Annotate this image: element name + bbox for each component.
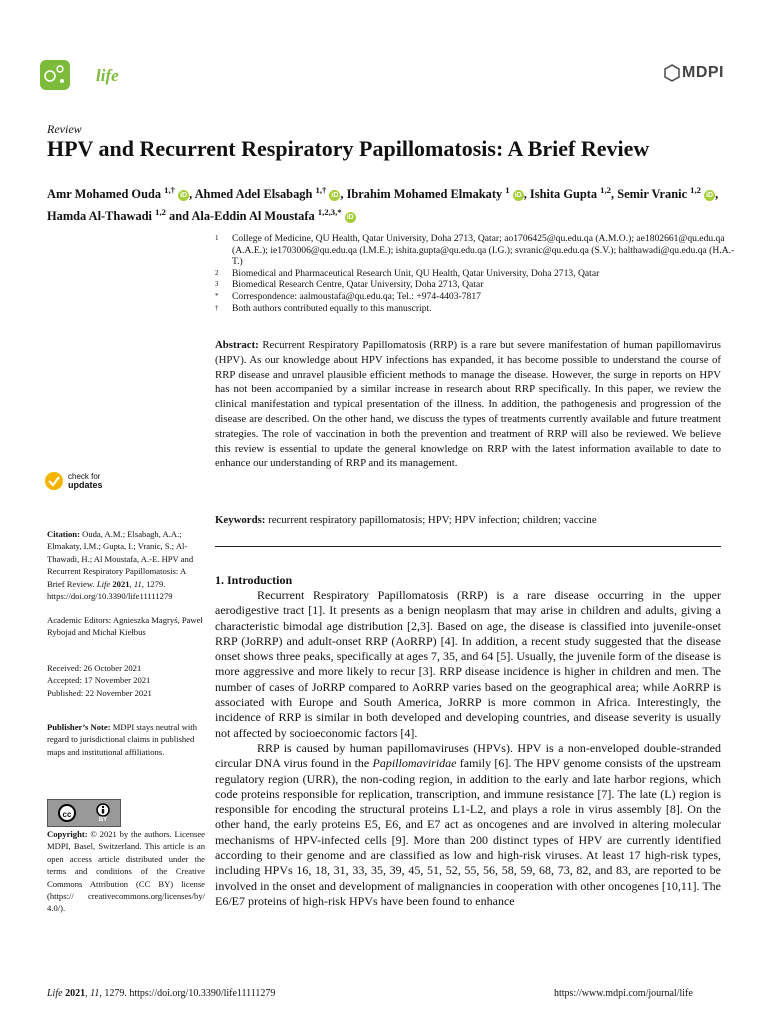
affiliation-number: 3 [215,280,219,289]
abstract-label: Abstract: [215,339,259,351]
keywords-label: Keywords: [215,514,266,526]
author-name: Ishita Gupta [529,187,601,202]
affiliation-text: College of Medicine, QU Health, Qatar University, Doha 2713, Qatar; ao1706425@qu.edu.qa (A.M.O.); ae1802661@qu.edu.qa (A.A.E.); ie1703006@qu.edu.qa (I.M.E.); ishita.gupta@qu.edu.qa (I.G.); svranic@qu.edu.qa (S.V.); halthawadi@qu.edu.qa (H.A.-T.) [232,233,735,268]
footer-journal: Life [47,988,63,999]
footer-year: 2021 [65,988,86,999]
check-for-label: check for [68,472,101,481]
author-name: Ibrahim Mohamed Elmakaty [346,187,506,202]
cc-by-label: BY [98,817,108,823]
divider [215,546,721,547]
author-name: Semir Vranic [617,187,691,202]
check-for-updates-icon [44,471,64,491]
copyright-text: © 2021 by the authors. Licensee MDPI, Basel, Switzerland. This article is an open access article distributed under the terms and conditions of the Creative Commons Attribution (CC BY) license (https:// creativecommons.org/licenses/by/ 4.0/). [47,829,205,914]
virus-family-name: Papillomaviridae [372,756,457,771]
orcid-icon[interactable]: iD [331,192,339,200]
affiliation-text: Biomedical Research Centre, Qatar University, Doha 2713, Qatar [232,279,484,291]
affiliation-text: Correspondence: aalmoustafa@qu.edu.qa; Tel.: +974-4403-7817 [232,290,481,302]
footer-url[interactable]: https://www.mdpi.com/journal/life [554,988,693,999]
affiliation-text: Biomedical and Pharmaceutical Research Unit, QU Health, Qatar University, Doha 2713, Qatar [232,267,600,279]
received-date: Received: 26 October 2021 [47,663,142,673]
citation-volume: 11 [133,578,142,589]
publisher-logo [664,64,724,82]
attribution-icon [96,803,110,817]
paragraph: RRP is caused by human papillomaviruses (HPVs). HPV is a non-enveloped double-stranded circular DNA virus found in the Papillomaviridae family [6]. The HPV genome consists of the upstream regulatory region (URR), the non-coding region, in addition to the early and late harbor regions, which code proteins responsible for replication, transcription, and immune resistance [7]. The late (L) region is responsible for encoding the structural proteins L1-L2, and plays a role in virus assembly [8]. On the other hand, the early proteins E5, E6, and E7 act as oncogenes and are involved in altering molecular mechanisms of HPV-infected cells [9]. More than 200 distinct types of HPV are currently identified according to their genome and are classified as low and high-risk viruses. At least 17 high-risk types, including HPVs 16, 18, 31, 33, 35, 39, 45, 51, 52, 55, 56, 58, 59, 68, 73, 82, and 83, are reported to be involved in the onset and development of malignancies in cooperation with other oncogenes [10,11]. The E6/E7 proteins of high-risk HPVs have been found to enhance [215,740,721,908]
citation-journal: Life [96,578,111,589]
paragraph: Recurrent Respiratory Papillomatosis (RRP) is a rare disease occurring in the upper aerodigestive tract [1]. It presents as a benign neoplasm that may arise in children and adults, giving a characteristic bimodal age distribution [2,3]. Based on age, the disease is classified into juvenile-onset RRP (JoRRP) and adult-onset RRP (AoRRP) [4]. In addition, a recent study suggested that the disease onset shows three peaks, specifically at ages 7, 35, and 64 [5]. Usually, the juvenile form of the disease is more aggressive and more likely to recur [3]. RRP disease incidence is higher in children and men. The number of cases of JoRRP compared to AoRRP varies based on the geographical area; while AoRRP is associated with Europe and South America, JoRRP is more common in Africa. Interestingly, the incidence of RRP is similar in both developed and developing countries, and disease severity is usually not affected by socioeconomic factors [4]. [215,588,721,740]
updates-label: updates [68,480,103,490]
affiliations [215,233,735,314]
author-affil-sup: 1,2 [155,207,166,218]
academic-editors: Academic Editors: Agnieszka Magryś, Paweł Rybojad and Michał Kiełbus [47,615,203,638]
affiliation-item [215,268,735,280]
author-affil-sup: 1,† [164,185,175,195]
affiliation-item [215,291,735,303]
copyright-label: Copyright: [47,829,88,839]
orcid-icon[interactable]: iD [346,214,354,222]
author-name: Amr Mohamed Ouda [47,187,165,202]
journal-name: life [96,66,119,85]
author-affil-sup: 1,2 [600,185,611,195]
dates [47,662,205,699]
cc-icon: cc [58,804,76,822]
author-name: Ala-Eddin Al Moustafa [191,209,318,224]
author-list: Amr Mohamed Ouda $^{1,\dagger}$ iD , Ahmed Adel Elsabagh $^{1,\dagger}$ iD , Ibrahim Mohamed Elmakaty $^1$ iD , Ishita Gupta $^{1,2}$, Semir Vranic $^{1,2}$ iD , Hamda Al-Thawadi $^{1,2}$ and Ala-Eddin Al Moustafa $^{1,2,3,*}$ iD [47,185,719,224]
section-body [215,588,721,909]
affiliation-number: † [215,303,219,312]
affiliation-number: * [215,291,219,300]
article-title: HPV and Recurrent Respiratory Papillomatosis: A Brief Review [47,136,650,161]
author-name: Hamda Al-Thawadi [47,209,156,224]
author-affil-sup: 1,2 [690,185,701,195]
affiliation-item [215,233,735,268]
abstract-text: Recurrent Respiratory Papillomatosis (RRP) is a rare but severe manifestation of human papillomavirus (HPV). As our knowledge about HPV infections has expanded, it has become possible to understand the course of RRP disease and unravel plausible efficient methods to manage the disease. However, the surge in reports on HPV has not been accompanied by a similar increase in research about RRP specifically. In this paper, we review the clinical manifestation and typical presentation of the illness. In addition, the pathogenesis and progression of the disease are described. On the other hand, we discuss the types of treatments currently available and future treatment strategies. The role of vaccination in both the prevention and treatment of RRP will also be reviewed. We believe this review is essential to update the general knowledge on RRP with the latest information available to date to enhance our understanding of RRP and its management. [215,339,721,470]
publisher-note [47,721,205,758]
mdpi-hex-icon [664,64,680,82]
citation-year: 2021 [112,578,130,589]
publisher-name: MDPI [682,64,724,81]
life-logo-icon [38,56,90,96]
citation-doi[interactable]: , 1279. https://doi.org/10.3390/life11111279 [47,578,173,602]
publisher-note-label: Publisher’s Note: [47,722,111,732]
cc-by-badge[interactable] [47,799,121,827]
accepted-date: Accepted: 17 November 2021 [47,675,151,686]
author-affil-sup: 1,2,3,* [317,207,342,218]
keywords [215,514,721,526]
check-for-updates[interactable] [44,471,103,491]
published-date: Published: 22 November 2021 [47,687,152,698]
author-name: Ahmed Adel Elsabagh [194,187,316,202]
copyright [47,828,205,915]
orcid-icon[interactable]: iD [514,192,522,200]
affiliation-number: 1 [215,234,219,242]
abstract [215,338,721,471]
citation-text: Ouda, A.M.; Elsabagh, A.A.; Elmakaty, I.M.; Gupta, I.; Vranic, S.; Al-Thawadi, H.; Al Moustafa, A.-E. HPV and Recurrent Respiratory Papillomatosis: A Brief Review. [47,529,194,589]
author-affil-sup: 1,† [315,185,327,195]
citation-label: Citation: [47,529,80,539]
article-type: Review [47,122,82,136]
author-affil-sup: 1 [505,185,510,195]
citation: Citation: Ouda, A.M.; Elsabagh, A.A.; Elmakaty, I.M.; Gupta, I.; Vranic, S.; Al-Thawadi, H.; Al Moustafa, A.-E. HPV and Recurrent Respiratory Papillomatosis: A Brief Review. Life 2021, 11, 1279. https://doi.org/10.3390/life11111279 [47,529,194,602]
footer-volume: 11 [90,988,100,999]
publisher-note-text: MDPI stays neutral with regard to jurisdictional claims in published maps and institutional affiliations. [47,722,197,757]
affiliation-text: Both authors contributed equally to this manuscript. [232,302,432,314]
keywords-text: recurrent respiratory papillomatosis; HPV; HPV infection; children; vaccine [268,514,597,526]
orcid-icon[interactable]: iD [706,192,714,200]
journal-logo [38,56,119,96]
affiliation-item [215,279,735,291]
orcid-icon[interactable]: iD [180,192,188,200]
section-heading: 1. Introduction [215,573,293,587]
affiliation-number: 2 [215,268,219,277]
footer-citation: Life 2021, 11, 1279. https://doi.org/10.3390/life11111279 [47,988,276,999]
affiliation-item [215,303,735,315]
footer-doi[interactable]: , 1279. https://doi.org/10.3390/life11111279 [99,988,276,999]
